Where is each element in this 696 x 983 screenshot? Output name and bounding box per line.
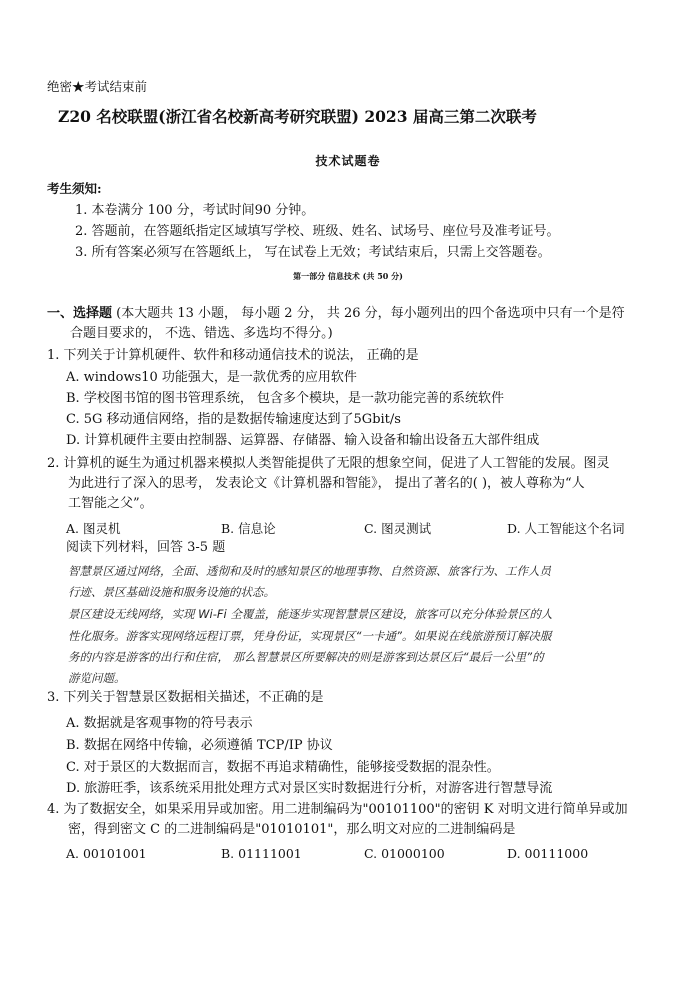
paper-subtitle: 技术试题卷 [315,154,381,168]
q3-option-a: A. 数据就是客观事物的符号表示 [66,716,253,731]
reading-line: 性化服务。游客实现网络远程订票，凭身份证，实现景区“一卡通”。如果说在线旅游预订解决服 [68,629,552,643]
q1-option-b: B. 学校图书馆的图书管理系统， 包含多个模块，是一款功能完善的系统软件 [66,391,504,406]
notice-item: 3. 所有答案必须写在答题纸上， 写在试卷上无效；考试结束后，只需上交答题卷。 [75,245,551,260]
q2-option-a: A. 图灵机 [66,521,121,536]
q2-option-d: D. 人工智能这个名词 [507,521,625,536]
q4-option-b: B. 01111001 [221,846,302,861]
q2-stem: 2. 计算机的诞生为通过机器来模拟人类智能提供了无限的想象空间，促进了人工智能的发展。图灵 [47,456,610,471]
q1-option-d: D. 计算机硬件主要由控制器、运算器、存储器、输入设备和输出设备五大部件组成 [66,433,540,448]
q1-stem: 1. 下列关于计算机硬件、软件和移动通信技术的说法， 正确的是 [47,348,419,363]
q2-stem-cont: 为此进行了深入的思考， 发表论文《计算机器和智能》， 提出了著名的( )，被人尊称为“人 [68,476,585,491]
q1-option-a: A. windows10 功能强大，是一款优秀的应用软件 [66,370,357,385]
notice-item: 1. 本卷满分 100 分，考试时间90 分钟。 [75,203,315,218]
q4-stem-cont: 密，得到密文 C 的二进制编码是"01010101"，那么明文对应的二进制编码是 [68,822,516,837]
q4-option-d: D. 00111000 [507,846,589,861]
exam-title: Z20 名校联盟(浙江省名校新高考研究联盟) 2023 届高三第二次联考 [58,107,537,126]
section-desc-cont: 合题目要求的， 不选、错选、多选均不得分。) [70,326,333,341]
reading-line: 景区建设无线网络，实现 Wi-Fi 全覆盖，能逐步实现智慧景区建设，旅客可以充分体验景区的人 [68,607,553,621]
section-desc: (本大题共 13 小题， 每小题 2 分， 共 26 分，每小题列出的四个备选项中只有一个是符 [112,306,625,321]
notice-item: 2. 答题前，在答题纸指定区域填写学校、班级、姓名、试场号、座位号及准考证号。 [75,224,560,239]
q3-option-c: C. 对于景区的大数据而言，数据不再追求精确性，能够接受数据的混杂性。 [66,760,500,775]
q2-option-c: C. 图灵测试 [364,521,432,536]
reading-line: 智慧景区通过网络，全面、透彻和及时的感知景区的地理事物、自然资源、旅客行为、工作人员 [68,564,551,578]
reading-line: 游览问题。 [68,671,126,685]
section-label: 一、选择题 [47,306,113,321]
q4-option-c: C. 01000100 [364,846,445,861]
secret-label: 绝密★考试结束前 [47,79,148,94]
reading-line: 行迹、景区基础设施和服务设施的状态。 [68,585,275,599]
q3-stem: 3. 下列关于智慧景区数据相关描述，不正确的是 [47,690,324,705]
q3-option-d: D. 旅游旺季，该系统采用批处理方式对景区实时数据进行分析，对游客进行智慧导流 [66,781,553,796]
q4-stem: 4. 为了数据安全，如果采用异或加密。用二进制编码为"00101100"的密钥 K 对明文进行简单异或加 [47,802,628,817]
q4-option-a: A. 00101001 [66,846,147,861]
q1-option-c: C. 5G 移动通信网络，指的是数据传输速度达到了5Gbit/s [66,412,401,427]
notice-heading: 考生须知: [47,181,102,196]
q2-stem-cont: 工智能之父”。 [68,496,153,511]
q3-option-b: B. 数据在网络中传输，必须遵循 TCP/IP 协议 [66,738,333,753]
section-heading [47,305,625,323]
part-title: 第一部分 信息技术 (共 50 分) [293,271,403,281]
reading-line: 务的内容是游客的出行和住宿， 那么智慧景区所要解决的则是游客到达景区后“最后一公里”的 [68,650,544,664]
reading-intro: 阅读下列材料，回答 3-5 题 [66,540,226,555]
q2-option-b: B. 信息论 [221,521,276,536]
